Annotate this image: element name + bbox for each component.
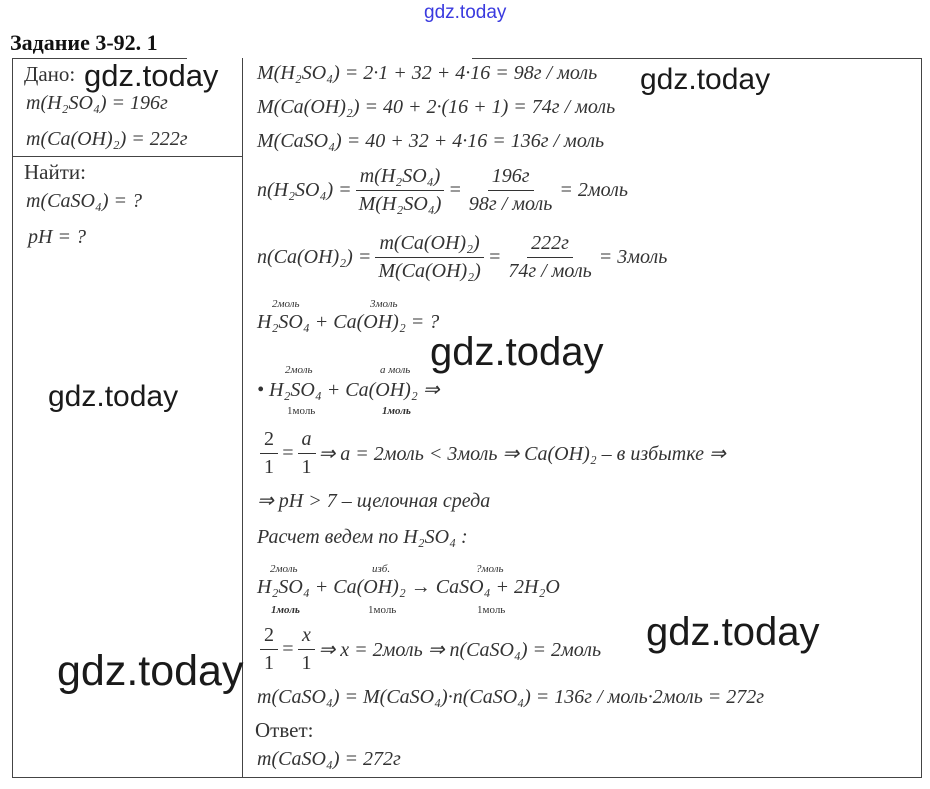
moles-caoh2-num: m(Ca(OH)₂)	[375, 232, 483, 258]
moles-caoh2-formula	[374, 232, 484, 283]
reaction3-bot-3: 1моль	[477, 604, 506, 616]
find-caso4: m(CaSO₄) = ?	[26, 190, 142, 212]
moles-caoh2-lhs: n(Ca(OH)₂) =	[257, 246, 372, 268]
proportion2-num2: x	[298, 624, 315, 650]
watermark: gdz.today	[84, 58, 219, 93]
given-h2so4: m(H₂SO₄) = 196г	[26, 92, 168, 114]
ph-conclusion: ⇒ pH > 7 – щелочная среда	[257, 490, 491, 512]
watermark-top: gdz.today	[424, 2, 507, 23]
proportion1-den1: 1	[264, 456, 274, 478]
proportion2-den1: 1	[264, 652, 274, 674]
reaction3-top-1: 2моль	[270, 563, 298, 575]
reaction2-bot-2: 1моль	[382, 405, 411, 417]
watermark: gdz.today	[48, 380, 179, 413]
answer-label: Ответ:	[255, 718, 314, 742]
proportion1-rest: ⇒ а = 2моль < 3моль ⇒ Ca(OH)₂ – в избытке ⇒	[318, 443, 726, 465]
reaction3-bot-2: 1моль	[368, 604, 397, 616]
moles-caoh2-den2: 74г / моль	[508, 260, 592, 282]
proportion1-num1: 2	[260, 428, 278, 454]
mass-caso4-calc: m(CaSO₄) = M(CaSO₄)·n(CaSO₄) = 136г / моль·2моль = 272г	[257, 686, 765, 708]
watermark: gdz.today	[646, 610, 820, 654]
reaction2-top-1: 2моль	[285, 364, 313, 376]
moles-h2so4-num2: 196г	[488, 165, 534, 191]
table-border-top-right	[472, 58, 922, 59]
watermark: gdz.today	[57, 647, 244, 695]
molar-mass-h2so4: M(H₂SO₄) = 2·1 + 32 + 4·16 = 98г / моль	[257, 62, 598, 84]
reaction3: H₂SO₄ + Ca(OH)₂ → CaSO₄ + 2H₂O	[257, 576, 560, 598]
equals-sign: =	[281, 638, 295, 660]
answer-value: m(CaSO₄) = 272г	[257, 748, 401, 770]
table-border-bottom	[12, 777, 922, 778]
calc-by-label: Расчет ведем по H₂SO₄ :	[257, 526, 468, 548]
molar-mass-caoh2: M(Ca(OH)₂) = 40 + 2·(16 + 1) = 74г / моль	[257, 96, 616, 118]
moles-h2so4-line	[257, 165, 628, 216]
reaction1-ann-2: 3моль	[370, 298, 398, 310]
moles-h2so4-formula	[355, 165, 446, 216]
moles-caoh2-num2: 222г	[527, 232, 573, 258]
find-ph: pH = ?	[28, 226, 86, 248]
moles-h2so4-num: m(H₂SO₄)	[356, 165, 445, 191]
reaction2-top-2: а моль	[380, 364, 411, 376]
moles-h2so4-values	[465, 165, 556, 216]
moles-caoh2-den: M(Ca(OH)₂)	[378, 260, 481, 282]
moles-h2so4-den2: 98г / моль	[468, 193, 553, 215]
proportion1-frac2	[298, 428, 316, 479]
find-label: Найти:	[24, 160, 86, 184]
reaction3-bot-1: 1моль	[271, 604, 300, 616]
reaction1-ann-1: 2моль	[272, 298, 300, 310]
given-divider	[12, 156, 242, 157]
moles-h2so4-lhs: n(H₂SO₄) =	[257, 179, 352, 201]
given-label: Дано:	[24, 62, 76, 86]
proportion2-frac1	[260, 624, 278, 675]
reaction1: H₂SO₄ + Ca(OH)₂ = ?	[257, 311, 440, 333]
reaction2-bot-1: 1моль	[287, 405, 316, 417]
reaction2: • H₂SO₄ + Ca(OH)₂ ⇒	[257, 379, 440, 401]
proportion2-frac2	[298, 624, 316, 675]
proportion2-rest: ⇒ x = 2моль ⇒ n(CaSO₄) = 2моль	[318, 639, 602, 661]
proportion2-line	[257, 624, 601, 675]
table-border-left	[12, 58, 13, 778]
molar-mass-caso4: M(CaSO₄) = 40 + 32 + 4·16 = 136г / моль	[257, 130, 605, 152]
task-title: Задание 3-92. 1	[10, 30, 158, 55]
moles-caoh2-result: = 3моль	[598, 246, 668, 268]
watermark: gdz.today	[430, 330, 604, 374]
proportion1-line	[257, 428, 726, 479]
proportion2-den2: 1	[301, 652, 312, 674]
moles-h2so4-result: = 2моль	[559, 179, 628, 201]
equals-sign: =	[281, 442, 295, 464]
proportion1-den2: 1	[301, 456, 312, 478]
given-caoh2: m(Ca(OH)₂) = 222г	[26, 128, 188, 150]
proportion1-frac1	[260, 428, 278, 479]
proportion2-num1: 2	[260, 624, 278, 650]
table-border-right	[921, 58, 922, 778]
equals-sign: =	[448, 179, 462, 201]
moles-caoh2-values	[504, 232, 595, 283]
proportion1-num2: а	[298, 428, 316, 454]
equals-sign: =	[487, 246, 502, 268]
reaction3-top-2: изб.	[372, 563, 391, 575]
reaction3-top-3: ?моль	[476, 563, 504, 575]
moles-caoh2-line	[257, 232, 667, 283]
watermark: gdz.today	[640, 63, 771, 96]
moles-h2so4-den: M(H₂SO₄)	[358, 193, 442, 215]
